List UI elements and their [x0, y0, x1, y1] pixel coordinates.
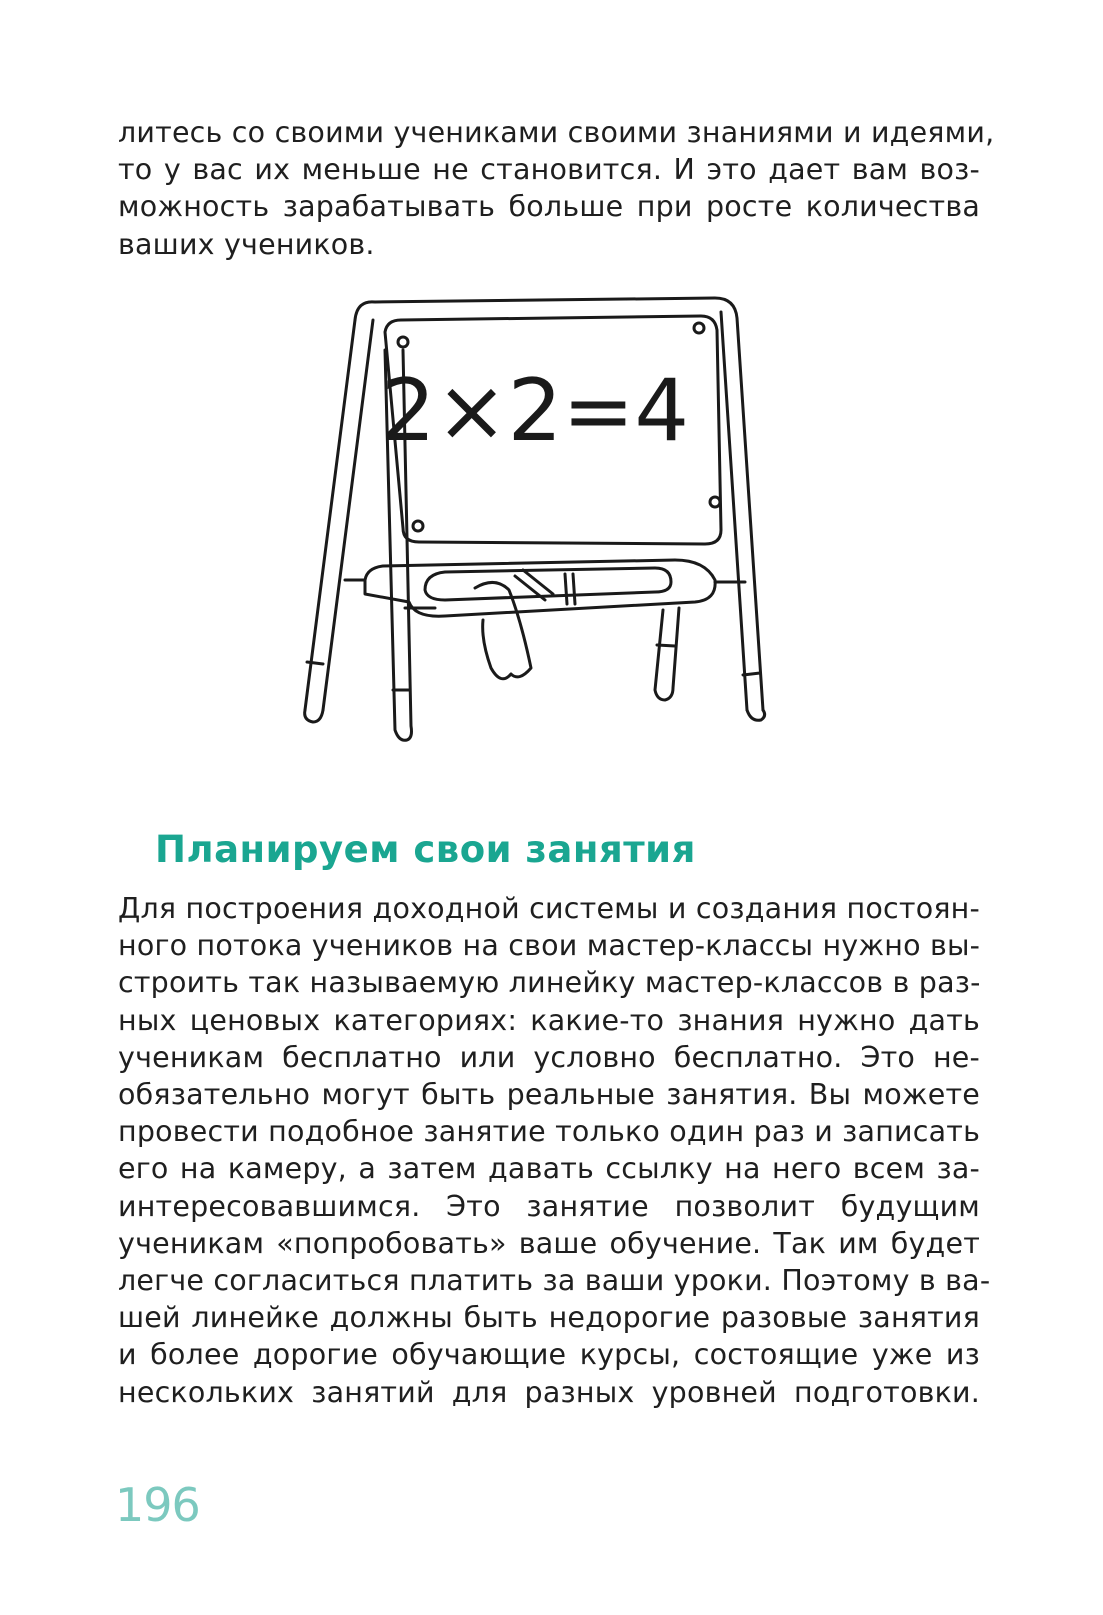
text-line: ученикам бесплатно или условно бесплатно. Это не- [118, 1040, 980, 1074]
text-line: ных ценовых категориях: какие-то знания нужно дать [118, 1003, 980, 1037]
text-line: нескольких занятий для разных уровней подготовки. [118, 1375, 980, 1409]
easel-frame-right [355, 298, 763, 710]
text-line: ваших учеников. [118, 227, 375, 261]
text-line: легче согласиться платить за ваши уроки. Поэтому в ва- [118, 1264, 991, 1298]
text-line: Для построения доходной системы и создания постоян- [118, 892, 980, 925]
text-line: ученикам «попробовать» ваше обучение. Так им будет [118, 1226, 980, 1260]
text-line: обязательно могут быть реальные занятия. Вы можете [118, 1078, 980, 1112]
text-line: ного потока учеников на свои мастер-классы нужно вы- [118, 929, 981, 963]
text-line: можность зарабатывать больше при росте количества [118, 190, 980, 224]
text-line: и более дорогие обучающие курсы, состоящие уже из [118, 1338, 980, 1372]
text-line: литесь со своими учениками своими знаниями и идеями, [118, 116, 995, 149]
chalkboard-easel-illustration [295, 290, 795, 760]
text-line: интересовавшимся. Это занятие позволит будущим [118, 1189, 980, 1223]
text-line: шей линейке должны быть недорогие разовые занятия [118, 1301, 980, 1335]
text-line: его на камеру, а затем давать ссылку на него всем за- [118, 1152, 980, 1186]
board-text: 2×2=4 [380, 361, 690, 461]
text-line: строить так называемую линейку мастер-классов в раз- [118, 966, 981, 1000]
text-line: провести подобное занятие только один раз и записать [118, 1115, 981, 1149]
page-number: 196 [115, 1478, 200, 1532]
text-line: то у вас их меньше не становится. И это дает вам воз- [118, 153, 980, 187]
top-paragraph [118, 114, 995, 263]
section-paragraph [118, 890, 991, 1411]
section-heading: Планируем свои занятия [155, 828, 696, 871]
